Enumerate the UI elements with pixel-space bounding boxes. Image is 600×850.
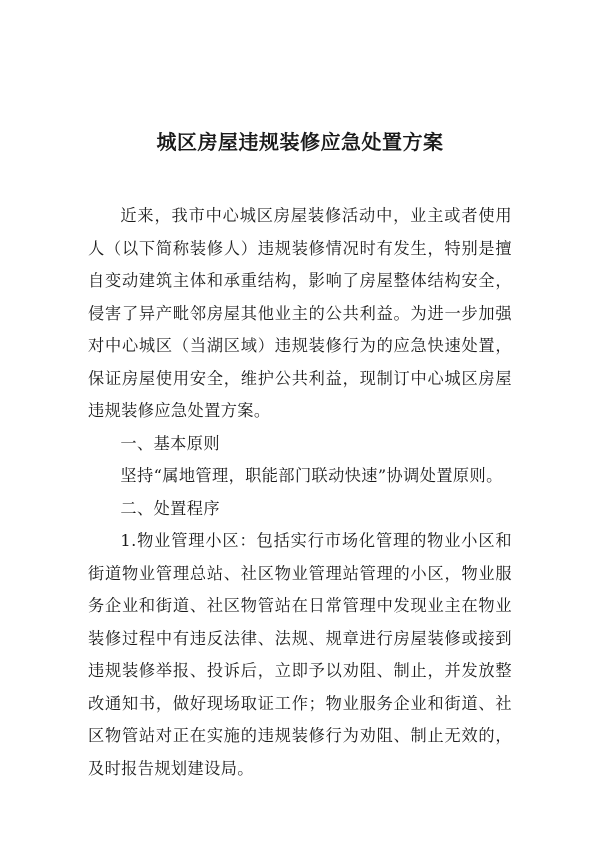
section-heading-basic-principles: 一、基本原则 [120, 433, 220, 453]
principle-paragraph: 坚持“属地管理，职能部门联动快速”协调处置原则。 [120, 466, 503, 485]
procedure-item-1-paragraph: 1.物业管理小区：包括实行市场化管理的物业小区和街道物业管理总站、社区物业管理站管理的小区，物业服务企业和街道、社区物管站在日常管理中发现业主在物业装修过程中有违反法律、法规、规章进行房屋装修或接到违规装修举报、投诉后，立即予以劝阻、制止，并发放整改通知书，做好现场取证工作；物业服务企业和街道、社区物管站对正在实施的违规装修行为劝阻、制止无效的，及时报告规划建设局。 [88, 531, 512, 778]
document-title: 城区房屋违规装修应急处置方案 [156, 130, 444, 154]
intro-paragraph: 近来，我市中心城区房屋装修活动中，业主或者使用人（以下简称装修人）违规装修情况时有发生，特别是擅自变动建筑主体和承重结构，影响了房屋整体结构安全，侵害了异产毗邻房屋其他业主的公共利益。为进一步加强对中心城区（当湖区域）违规装修行为的应急快速处置，保证房屋使用安全，维护公共利益，现制订中心城区房屋违规装修应急处置方案。 [88, 206, 512, 420]
document-body [88, 200, 512, 785]
section-heading-procedure: 二、处置程序 [120, 498, 220, 518]
